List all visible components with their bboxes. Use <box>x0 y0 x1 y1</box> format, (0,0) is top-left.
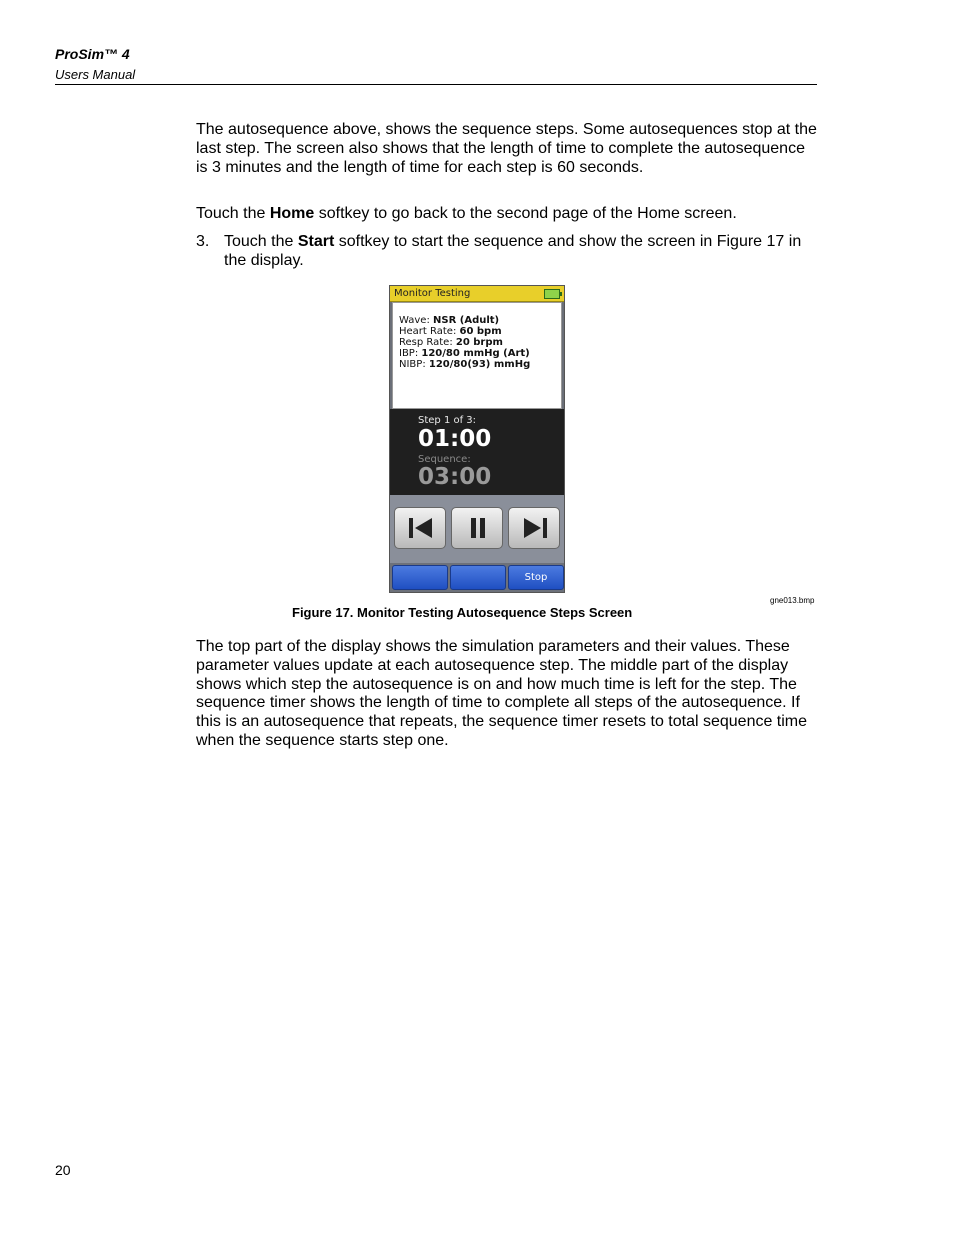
control-bar <box>390 495 564 563</box>
header-rule <box>55 84 817 85</box>
device-title: Monitor Testing <box>394 288 471 299</box>
next-step-button[interactable] <box>508 507 560 549</box>
pause-icon <box>465 516 491 540</box>
softkey-2[interactable] <box>450 565 506 590</box>
page-number: 20 <box>55 1162 71 1178</box>
skip-forward-icon <box>522 516 548 540</box>
step-number: 3. <box>196 233 210 250</box>
param-label: IBP: <box>399 348 422 359</box>
pause-button[interactable] <box>451 507 503 549</box>
text: Touch the <box>224 233 298 250</box>
param-value: 60 bpm <box>459 326 502 337</box>
text: softkey to go back to the second page of the Home screen. <box>314 205 737 222</box>
sequence-timer: 03:00 <box>418 464 492 490</box>
text: softkey to start the sequence and show the screen in Figure 17 in the display. <box>224 233 802 269</box>
param-label: NIBP: <box>399 359 429 370</box>
sequence-label: Sequence: <box>418 454 471 465</box>
paragraph-intro: The autosequence above, shows the sequence steps. Some autosequences stop at the last step. The screen also shows that the length of time to complete the autosequence is 3 minutes and the length of time for each step is 60 seconds. <box>196 121 817 176</box>
param-label: Resp Rate: <box>399 337 456 348</box>
param-label: Wave: <box>399 315 433 326</box>
param-resp-rate <box>399 337 503 348</box>
figure-caption: Figure 17. Monitor Testing Autosequence Steps Screen <box>292 605 633 620</box>
skip-back-icon <box>408 516 434 540</box>
param-value: 120/80 mmHg (Art) <box>421 348 530 359</box>
figure-filename: gne013.bmp <box>770 596 815 605</box>
start-keyword: Start <box>297 233 335 250</box>
step-timer: 01:00 <box>418 426 492 452</box>
param-nibp <box>399 359 530 370</box>
battery-icon <box>544 289 560 299</box>
param-wave <box>399 315 499 326</box>
param-value: 120/80(93) mmHg <box>428 359 531 370</box>
param-heart-rate <box>399 326 502 337</box>
parameters-panel <box>392 302 562 409</box>
previous-step-button[interactable] <box>394 507 446 549</box>
param-value: NSR (Adult) <box>433 315 500 326</box>
softkey-1[interactable] <box>392 565 448 590</box>
softkey-bar <box>390 563 564 593</box>
step-label: Step 1 of 3: <box>418 415 477 426</box>
header-manual: Users Manual <box>55 67 136 82</box>
text: Touch the <box>196 205 270 222</box>
param-ibp <box>399 348 530 359</box>
param-value: 20 brpm <box>455 337 503 348</box>
paragraph-explanation: The top part of the display shows the simulation parameters and their values. These parameter values update at each autosequence step. The middle part of the display shows which step the autosequence is on and how much time is left for the step. The sequence timer shows the length of time to complete all steps of the autosequence. If this is an autosequence that repeats, the sequence timer resets to total sequence time when the sequence starts step one. <box>196 638 808 749</box>
device-title-bar <box>390 286 564 302</box>
device-screen <box>389 285 565 593</box>
step-text <box>224 233 804 271</box>
header-product: ProSim™ 4 <box>55 46 130 62</box>
paragraph-home <box>196 205 818 224</box>
stop-softkey[interactable]: Stop <box>508 565 564 590</box>
param-label: Heart Rate: <box>399 326 460 337</box>
home-keyword: Home <box>269 205 315 222</box>
timer-panel <box>390 409 564 495</box>
